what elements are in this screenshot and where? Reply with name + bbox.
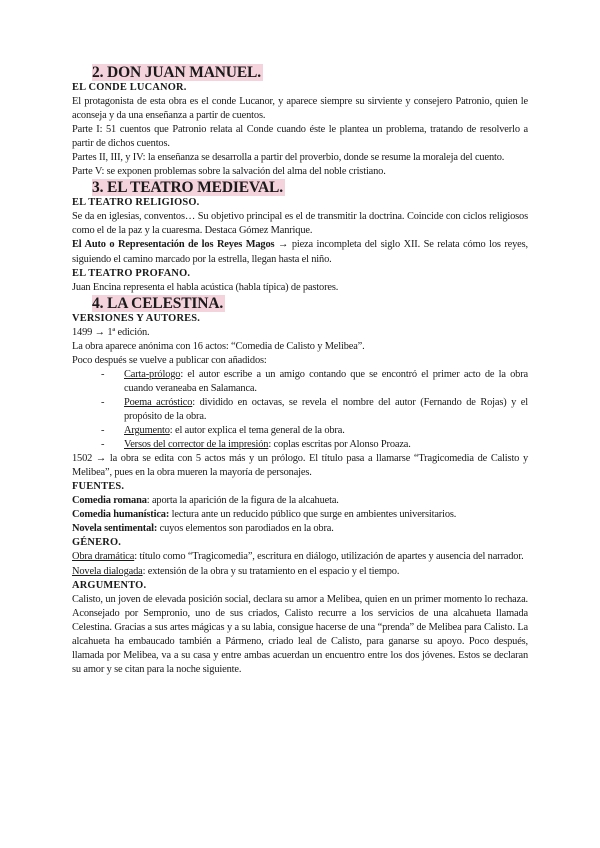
paragraph-text: : aporta la aparición de la figura de la alcahueta.	[146, 495, 339, 507]
paragraph	[72, 565, 528, 579]
document-content	[72, 64, 528, 677]
list-item	[101, 438, 528, 452]
list-dash: -	[101, 368, 105, 380]
section-title-la-celestina	[72, 295, 528, 312]
bold-term: El Auto o Representación de los Reyes Magos	[72, 239, 275, 251]
paragraph: Se da en iglesias, conventos… Su objetivo principal es el de transmitir la doctrina. Coincide con ciclos religiosos como el de la paz y la cuaresma. Destaca Gómez Manrique.	[72, 211, 528, 237]
paragraph-text: lectura ante un reducido público que surge en ambientes universitarios.	[169, 509, 457, 521]
underlined-term: Obra dramática	[72, 551, 135, 563]
list-item-text: : el autor explica el tema general de la obra.	[169, 425, 345, 437]
paragraph	[72, 508, 528, 522]
list-dash: -	[101, 396, 105, 408]
underlined-term: Versos del corrector de la impresión	[124, 439, 269, 451]
paragraph	[72, 494, 528, 508]
paragraph: Parte V: se exponen problemas sobre la salvación del alma del noble cristiano.	[72, 166, 386, 178]
underlined-term: Argumento	[124, 425, 170, 437]
list-item	[101, 424, 528, 438]
subheading-versiones-autores: VERSIONES Y AUTORES.	[72, 312, 201, 324]
paragraph: 1502 → la obra se edita con 5 actos más y un prólogo. El título pasa a llamarse “Tragicomedia de Calisto y Melibea”, pues en la obra mueren la mayoría de personajes.	[72, 453, 528, 479]
paragraph: Parte I: 51 cuentos que Patronio relata al Conde cuando éste le plantea un problema, tratando de resolverlo a partir de dichos cuentos.	[72, 124, 528, 150]
bold-term: Comedia romana	[72, 495, 147, 507]
list-item	[101, 396, 528, 424]
paragraph: La obra aparece anónima con 16 actos: “Comedia de Calisto y Melibea”.	[72, 340, 365, 352]
paragraph: Poco después se vuelve a publicar con añadidos:	[72, 354, 267, 366]
paragraph: El protagonista de esta obra es el conde Lucanor, y aparece siempre su sirviente y consejero Patronio, quien le aconseja y da una enseñanza a partir de cuentos.	[72, 96, 528, 122]
underlined-term: Poema acróstico	[124, 396, 193, 408]
subheading-conde-lucanor: EL CONDE LUCANOR.	[72, 82, 187, 93]
heading-highlight: 4. LA CELESTINA.	[92, 294, 224, 312]
additions-list	[72, 368, 528, 452]
subheading-genero: GÉNERO.	[72, 537, 122, 549]
paragraph	[72, 550, 528, 564]
heading-highlight: 2. DON JUAN MANUEL.	[92, 64, 261, 81]
paragraph: Partes II, III, y IV: la enseñanza se desarrolla a partir del proverbio, donde se resume la moraleja del cuento.	[72, 152, 505, 164]
paragraph	[72, 238, 528, 266]
paragraph-text: cuyos elementos son parodiados en la obra.	[157, 523, 334, 535]
list-item-text: : el autor escribe a un amigo contando que se encontró el primer acto de la obra cuando veraneaba en Salamanca.	[124, 368, 528, 394]
paragraph-argumento: Calisto, un joven de elevada posición social, declara su amor a Melibea, quien en un primer momento lo rechaza. Aconsejado por Sempronio, uno de sus criados, Calisto recurre a los servicios de una alcahueta llamada Celestina. Gracias a sus artes mágicas y a su labia, consigue hacerse de una “prenda” de Melibea para Calisto. La alcahueta ha embaucado también a Pármeno, criado leal de Calisto, para ganarse su apoyo. Poco después, llamada por Melibea, va a su casa y entre ambas acuerdan un encuentro entre los dos jóvenes. Estos se declaran su amor y se citan para la noche siguiente.	[72, 593, 528, 675]
subheading-fuentes: FUENTES.	[72, 481, 125, 493]
subheading-argumento: ARGUMENTO.	[72, 579, 147, 591]
underlined-term: Novela dialogada	[72, 565, 143, 577]
section-title-don-juan-manuel	[72, 64, 528, 81]
paragraph-text: : extensión de la obra y su tratamiento en el espacio y el tiempo.	[142, 565, 400, 577]
paragraph-text: → pieza incompleta del siglo XII. Se relata cómo los reyes, siguiendo el camino marcado por la estrella, llegan hasta el niño.	[72, 239, 528, 265]
paragraph-text: : título como “Tragicomedia”, escritura en diálogo, utilización de apartes y ausencia del narrador.	[134, 551, 524, 563]
list-item-text: : coplas escritas por Alonso Proaza.	[268, 439, 411, 451]
heading-highlight: 3. EL TEATRO MEDIEVAL.	[92, 179, 283, 197]
paragraph: 1499 → 1ª edición.	[72, 326, 150, 338]
section-title-teatro-medieval	[72, 179, 528, 196]
paragraph: Juan Encina representa el habla acústica (habla típica) de pastores.	[72, 281, 339, 293]
subheading-teatro-profano: EL TEATRO PROFANO.	[72, 267, 191, 279]
subheading-teatro-religioso: EL TEATRO RELIGIOSO.	[72, 197, 200, 209]
bold-term: Comedia humanística:	[72, 509, 170, 521]
bold-term: Novela sentimental:	[72, 523, 158, 535]
list-item-text: : dividido en octavas, se revela el nombre del autor (Fernando de Rojas) y el propósito de la obra.	[124, 396, 528, 422]
list-dash: -	[101, 425, 105, 437]
list-item	[101, 368, 528, 396]
underlined-term: Carta-prólogo	[124, 368, 181, 380]
list-dash: -	[101, 439, 105, 451]
paragraph	[72, 522, 528, 536]
